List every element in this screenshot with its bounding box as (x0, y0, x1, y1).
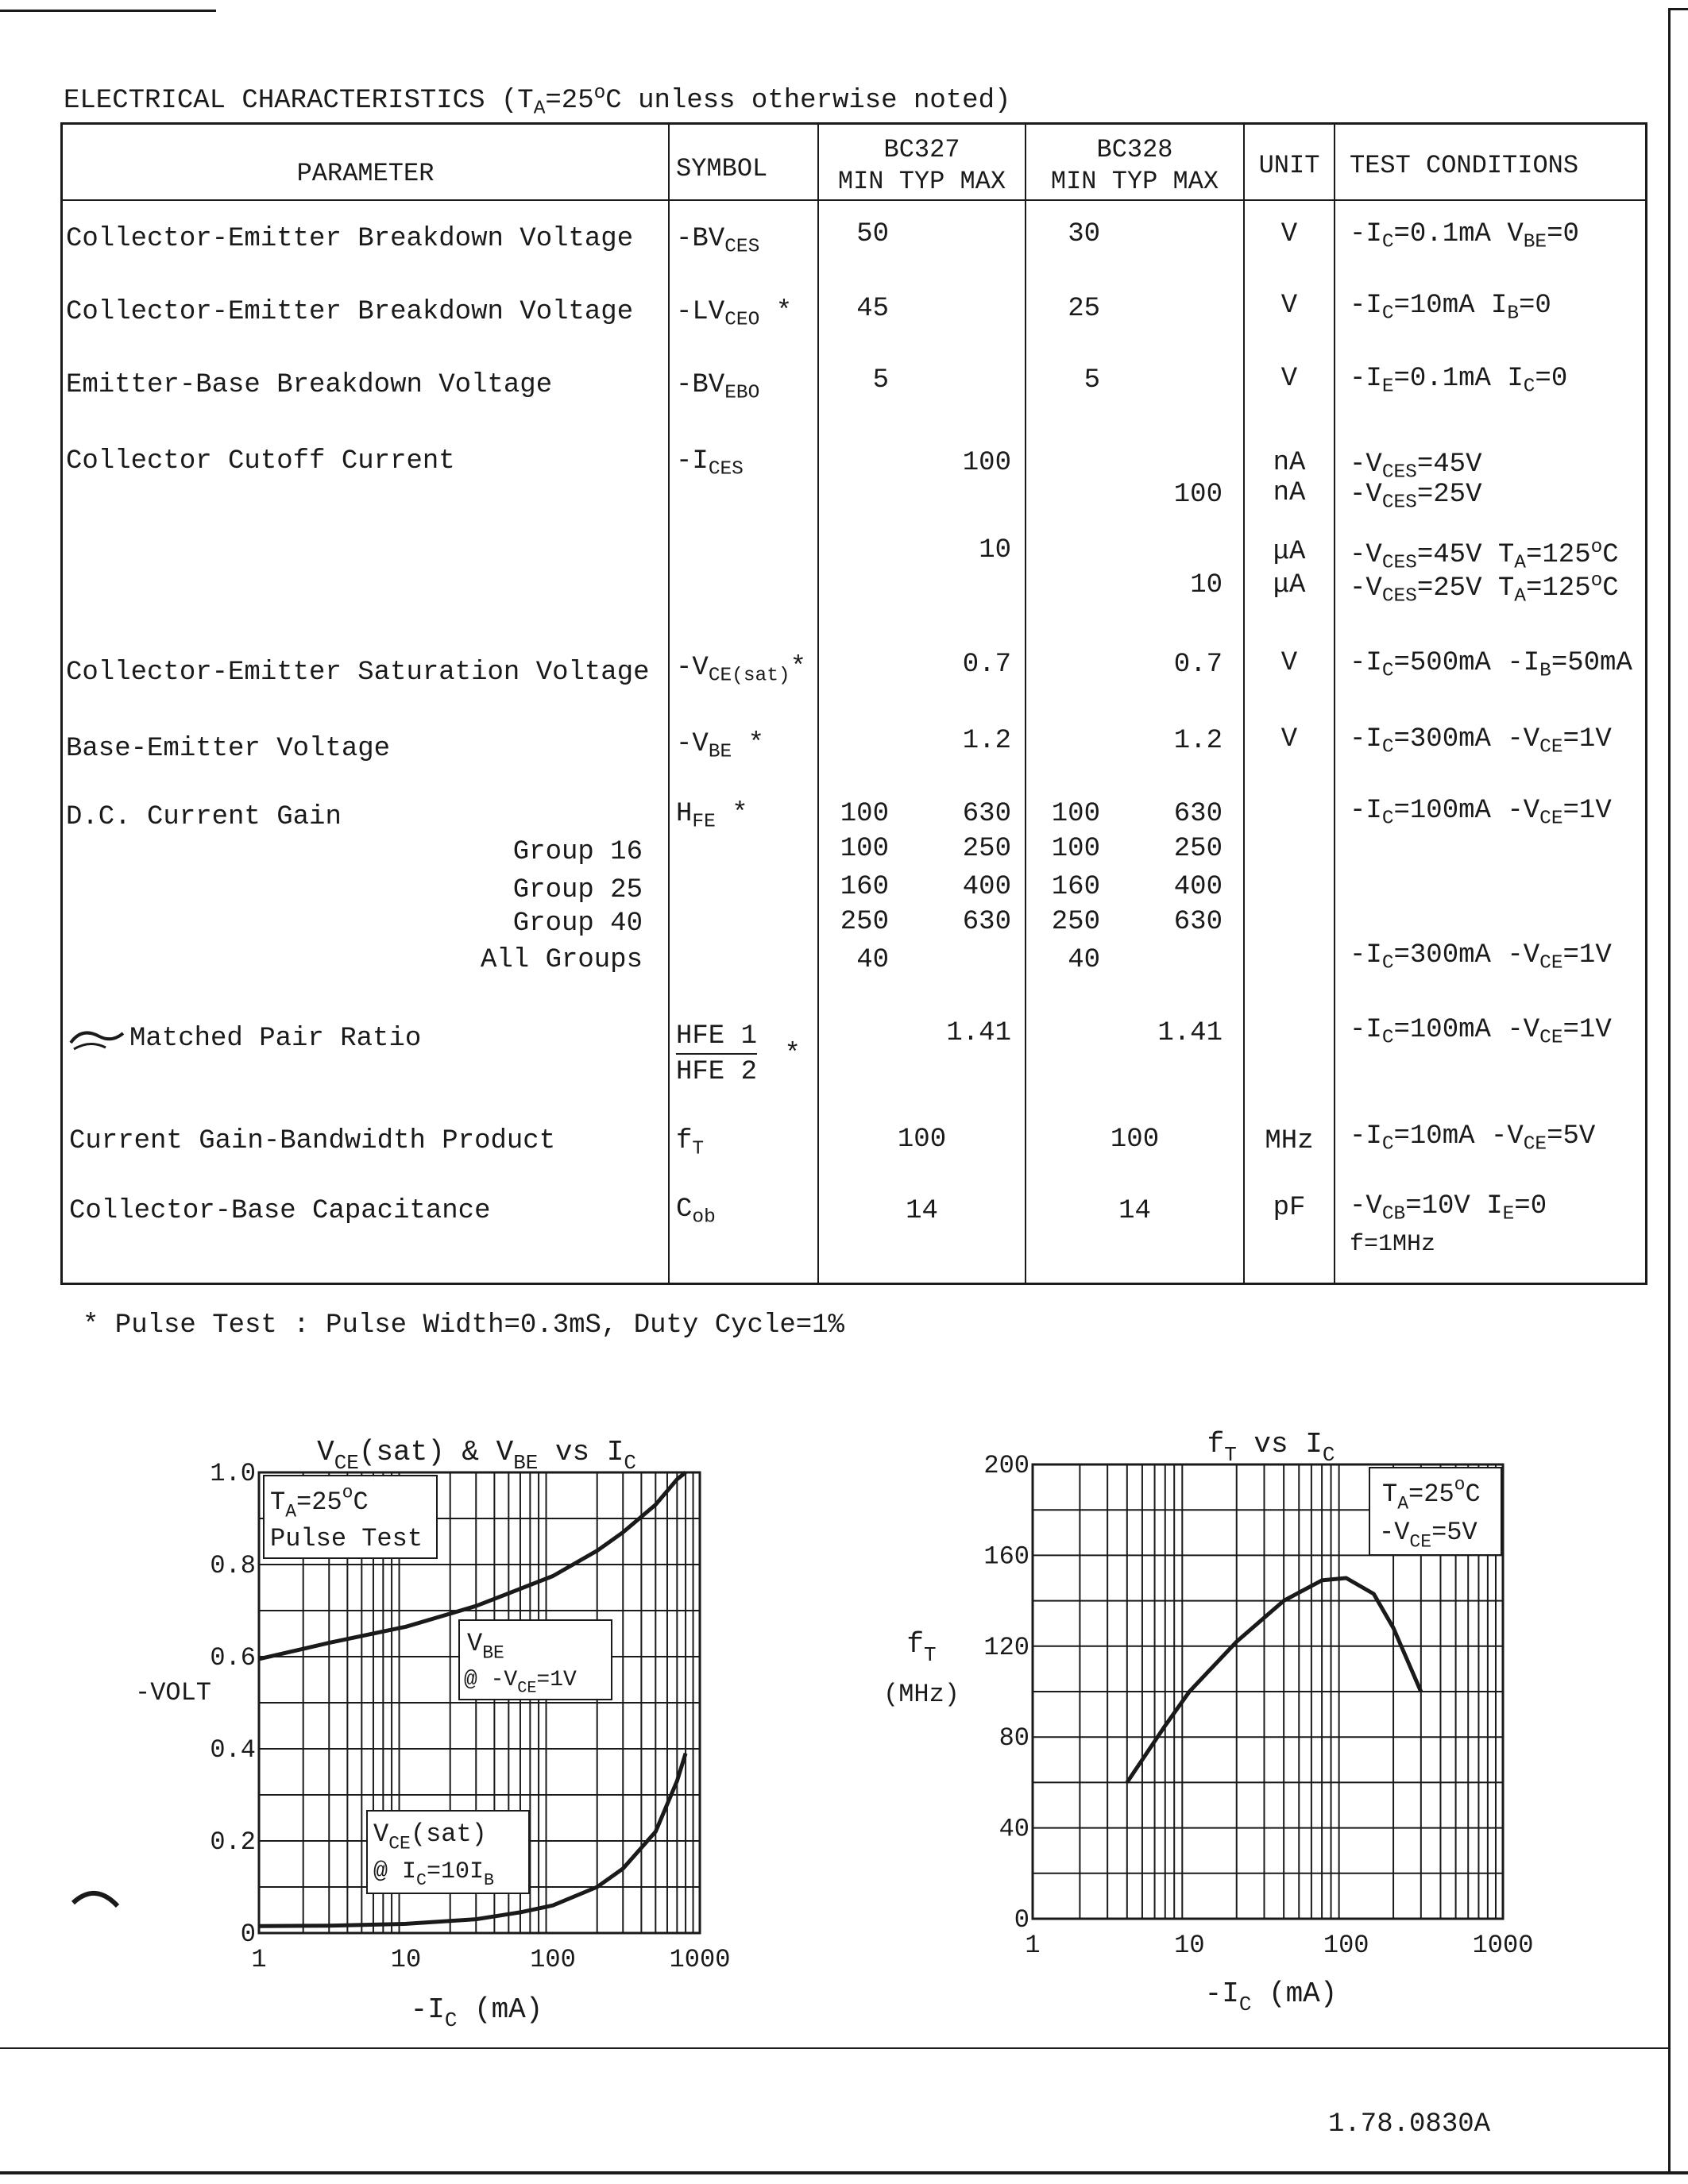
symbol-ft: $f_T$ (676, 1126, 705, 1160)
x-tick-label: 10 (1174, 1931, 1205, 1960)
legend-text: $-V_{CE}=5V$ (1379, 1518, 1477, 1553)
unit-bvces: V (1280, 219, 1298, 249)
bc327-max-vbe: 1.2 (962, 726, 1011, 756)
bc328-max-ices-2: 10 (1190, 570, 1223, 600)
bottom-rule-thick (0, 2171, 1688, 2174)
hfe-bc328-min: 100 (1051, 834, 1100, 864)
tc-ft: $-I_C=10mA$ $-V_{CE}=5V$ (1350, 1121, 1596, 1156)
tc-bvebo: $-I_E=0.1mA$ $I_C=0$ (1350, 364, 1568, 398)
symbol-bvebo: $-BV_{EBO}$ (676, 370, 760, 404)
unit-vbe: V (1280, 724, 1298, 754)
hfe-group-label: All Groups (480, 945, 643, 975)
bc328-min-lvceo: 25 (1068, 294, 1100, 324)
param-bvebo: Emitter-Base Breakdown Voltage (66, 370, 553, 400)
symbol-vbe: $-V_{BE}$ * (676, 729, 764, 763)
tc-lvceo: $-I_C=10mA$ $I_B=0$ (1350, 291, 1551, 325)
chart-title: $f_T$ vs $I_C$ (1207, 1428, 1335, 1467)
unit-ft: MHz (1265, 1126, 1314, 1156)
x-tick-label: 1000 (669, 1945, 731, 1974)
bc327-max-vcesat: 0.7 (962, 650, 1011, 680)
legend-text: $T_A=25^oC$ (270, 1482, 369, 1522)
hfe-bc328-min: 40 (1068, 945, 1100, 975)
tc-ices-3: $-V_{CES}=45V$ $T_A=125^oC$ (1350, 537, 1619, 574)
unit-ices-1: nA (1273, 448, 1306, 478)
bc328-max-vcesat: 0.7 (1173, 650, 1223, 680)
y-tick-label: 0.4 (210, 1735, 256, 1765)
y-tick-label: 0 (240, 1920, 256, 1949)
unit-lvceo: V (1280, 291, 1298, 321)
footnote: * Pulse Test : Pulse Width=0.3mS, Duty Cycle=1% (83, 1310, 844, 1341)
bc328-typ-cob: 14 (1118, 1196, 1151, 1226)
y-tick-label: 160 (983, 1542, 1029, 1572)
header-parameter: PARAMETER (296, 159, 435, 188)
hfe-bc328-max: 630 (1173, 799, 1223, 829)
x-axis-label: $-I_C$ (mA) (1204, 1978, 1338, 2016)
y-tick-label: 80 (999, 1723, 1029, 1754)
y-tick-label: 0.2 (210, 1827, 256, 1857)
bc327-min-bvebo: 5 (872, 365, 889, 396)
x-tick-label: 10 (390, 1945, 422, 1974)
y-axis-label: $f_T$ (906, 1628, 937, 1667)
bottom-rule-thin (0, 2047, 1668, 2049)
param-cob: Collector-Base Capacitance (69, 1196, 491, 1226)
vce-vbe-vs-ic-chart (0, 1398, 794, 2033)
header-bc328: BC328 (1096, 135, 1173, 164)
param-vcesat: Collector-Emitter Saturation Voltage (66, 658, 650, 688)
ft-vs-ic-chart (874, 1398, 1668, 2033)
chart-title: $V_{CE}(sat)$ & $V_{BE}$ vs $I_C$ (317, 1436, 636, 1475)
hfe-bc327-min: 100 (840, 799, 889, 829)
series-label-vbe: @ $-V_{CE}=1V$ (464, 1668, 577, 1698)
hfe-bc328-max: 250 (1173, 834, 1223, 864)
bc327-max-ices-1: 100 (962, 448, 1011, 478)
top-rule-right (1668, 8, 1688, 10)
param-vbe: Base-Emitter Voltage (66, 734, 391, 764)
param-hfe: D.C. Current Gain (66, 802, 342, 832)
hfe-group-label: Group 25 (512, 875, 643, 905)
tc-ices-4: $-V_{CES}=25V$ $T_A=125^oC$ (1350, 570, 1619, 608)
series-label-vbe: $V_{BE}$ (467, 1629, 504, 1664)
tc-vcesat: $-I_C=500mA$ $-I_B=50mA$ (1350, 648, 1632, 682)
bc328-max-vbe: 1.2 (1173, 726, 1223, 756)
tc-matched-pair: $-I_C=100mA$ $-V_{CE}=1V$ (1350, 1015, 1612, 1049)
series-label-vcesat: @ $I_C=10I_B$ (373, 1858, 494, 1890)
tc-bvces: $-I_C=0.1mA$ $V_{BE}=0$ (1350, 219, 1579, 253)
unit-vcesat: V (1280, 648, 1298, 678)
bc327-typ-cob: 14 (906, 1196, 938, 1226)
bc328-max-ices-1: 100 (1173, 480, 1223, 510)
hfe-bc327-max: 630 (962, 799, 1011, 829)
header-symbol: SYMBOL (676, 154, 768, 183)
y-tick-label: 40 (999, 1814, 1029, 1844)
hfe-group-label: Group 16 (512, 837, 643, 867)
legend-text: Pulse Test (270, 1524, 423, 1553)
unit-bvebo: V (1280, 364, 1298, 394)
symbol-cob: $C_{ob}$ (676, 1194, 716, 1229)
header-bc328-min-typ-max: MIN TYP MAX (1050, 167, 1219, 196)
legend-text: $T_A=25^oC$ (1382, 1474, 1481, 1515)
y-tick-label: 120 (983, 1632, 1029, 1662)
header-test-conditions: TEST CONDITIONS (1350, 151, 1579, 180)
tc-ices-2: $-V_{CES}=25V$ (1350, 480, 1482, 514)
hfe-group-label: Group 40 (512, 909, 643, 939)
symbol-vcesat: $-V_{CE(sat)}*$ (676, 653, 807, 687)
tc-ices-1: $-V_{CES}=45V$ (1350, 450, 1482, 484)
right-edge-rule (1668, 8, 1671, 2172)
symbol-lvceo: $-LV_{CEO}$ * (676, 297, 793, 331)
y-tick-label: 200 (983, 1451, 1029, 1480)
unit-ices-4: μA (1273, 570, 1306, 600)
hfe-bc327-min: 100 (840, 834, 889, 864)
symbol-ices: $-I_{CES}$ (676, 446, 744, 480)
header-bc327: BC327 (883, 135, 960, 164)
x-tick-label: 100 (530, 1945, 576, 1974)
tc-cob-2: f=1MHz (1350, 1231, 1436, 1258)
bc327-max-matched-pair: 1.41 (946, 1018, 1011, 1048)
series-line-ft (1127, 1578, 1421, 1782)
top-rule-left (0, 10, 216, 12)
hfe-bc328-max: 400 (1173, 872, 1223, 902)
bc327-max-ices-2: 10 (979, 535, 1011, 565)
handwritten-mark-icon (66, 1022, 129, 1054)
handwritten-mark-icon (73, 1893, 118, 1906)
bc328-typ-ft: 100 (1110, 1125, 1160, 1155)
unit-cob: pF (1273, 1193, 1306, 1223)
tc-hfe-1: $-I_C=100mA$ $-V_{CE}=1V$ (1350, 796, 1612, 830)
y-tick-label: 0.6 (210, 1643, 256, 1673)
hfe-bc327-max: 400 (962, 872, 1011, 902)
hfe-bc328-min: 160 (1051, 872, 1100, 902)
unit-ices-3: μA (1273, 537, 1306, 567)
param-bvces: Collector-Emitter Breakdown Voltage (66, 224, 634, 254)
symbol-matched-pair: HFE 1 HFE 2 * (676, 1021, 801, 1088)
page-heading: ELECTRICAL CHARACTERISTICS ($T_A=25^oC$ unless otherwise noted) (64, 83, 1011, 120)
header-bc327-min-typ-max: MIN TYP MAX (837, 167, 1006, 196)
x-tick-label: 1000 (1472, 1931, 1534, 1960)
param-matched-pair: Matched Pair Ratio (66, 1022, 421, 1054)
document-code: 1.78.0830A (1328, 2109, 1491, 2140)
hfe-bc327-min: 40 (856, 945, 889, 975)
param-ft: Current Gain-Bandwidth Product (69, 1126, 556, 1156)
tc-hfe-2: $-I_C=300mA$ $-V_{CE}=1V$ (1350, 940, 1612, 974)
hfe-bc328-max: 630 (1173, 907, 1223, 937)
x-tick-label: 1 (1025, 1931, 1041, 1960)
y-axis-label: (MHz) (883, 1680, 960, 1709)
x-axis-label: $-I_C$ (mA) (410, 1993, 543, 2032)
unit-ices-2: nA (1273, 478, 1306, 508)
y-axis-label: -VOLT (134, 1678, 212, 1707)
electrical-characteristics-table (60, 122, 1647, 1285)
symbol-bvces: $-BV_{CES}$ (676, 224, 760, 258)
bc327-min-bvces: 50 (856, 219, 889, 249)
y-tick-label: 0 (1014, 1905, 1029, 1935)
param-lvceo: Collector-Emitter Breakdown Voltage (66, 297, 634, 327)
series-label-vcesat: $V_{CE}(sat)$ (373, 1819, 487, 1854)
header-unit: UNIT (1258, 151, 1320, 180)
bc328-min-bvces: 30 (1068, 219, 1100, 249)
param-ices: Collector Cutoff Current (66, 446, 455, 477)
symbol-hfe: $H_{FE}$ * (676, 799, 748, 833)
bc327-min-lvceo: 45 (856, 294, 889, 324)
hfe-bc328-min: 250 (1051, 907, 1100, 937)
hfe-bc327-max: 630 (962, 907, 1011, 937)
hfe-bc327-max: 250 (962, 834, 1011, 864)
bc328-min-bvebo: 5 (1083, 365, 1100, 396)
x-tick-label: 100 (1323, 1931, 1369, 1960)
hfe-bc327-min: 160 (840, 872, 889, 902)
hfe-bc328-min: 100 (1051, 799, 1100, 829)
bc327-typ-ft: 100 (897, 1125, 947, 1155)
x-tick-label: 1 (251, 1945, 267, 1974)
tc-vbe: $-I_C=300mA$ $-V_{CE}=1V$ (1350, 724, 1612, 758)
tc-cob: $-V_{CB}=10V$ $I_E=0$ (1350, 1191, 1547, 1225)
y-tick-label: 1.0 (210, 1459, 256, 1488)
bc328-max-matched-pair: 1.41 (1157, 1018, 1223, 1048)
y-tick-label: 0.8 (210, 1551, 256, 1580)
hfe-bc327-min: 250 (840, 907, 889, 937)
